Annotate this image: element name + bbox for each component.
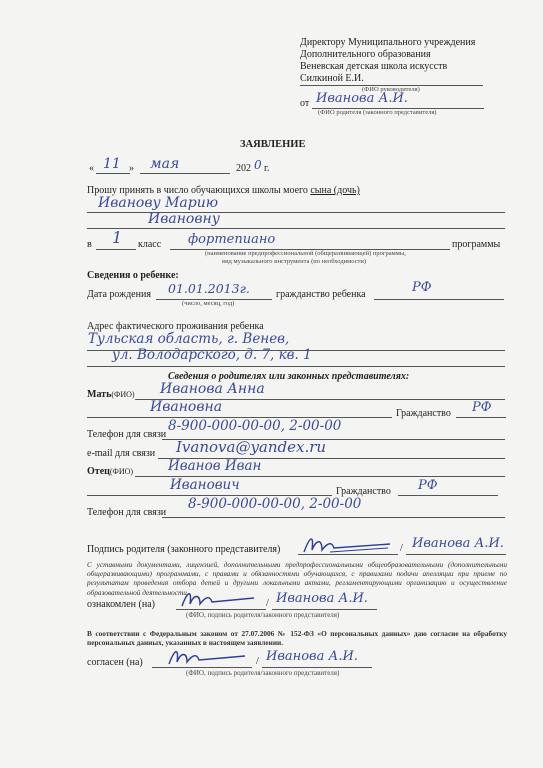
header-line-2: Дополнительного образования <box>300 49 431 60</box>
mother-hint: (ФИО) <box>111 390 135 399</box>
acquaint-hint: (ФИО, подпись родителя/законного представителя) <box>186 611 340 619</box>
signature-label: Подпись родителя (законного представителя) <box>87 544 281 555</box>
program-hint-2: вид музыкального инструмента (по необходимости) <box>222 258 367 265</box>
acquaint-slash: / <box>266 598 269 609</box>
father-citizenship-line <box>398 495 498 496</box>
father-citizenship-label: Гражданство <box>336 486 391 497</box>
mother-name-2: Ивановна <box>150 399 223 415</box>
father-name-1: Иванов Иван <box>168 458 262 474</box>
program-hint-1: (наименование предпрофессиональной (общеразвивающей) программы, <box>205 250 406 257</box>
request-prefix: Прошу принять в число обучающихся школы моего <box>87 185 311 196</box>
dob-hint: (число, месяц, год) <box>182 300 235 307</box>
citizenship-label: гражданство ребенка <box>276 289 366 300</box>
date-month: мая <box>150 156 180 172</box>
child-heading: Сведения о ребенке: <box>87 270 179 281</box>
dob-value: 01.01.2013г. <box>168 281 250 296</box>
consent-label: согласен (на) <box>87 657 143 668</box>
mother-name-1: Иванова Анна <box>160 381 265 397</box>
consent-name: Иванова А.И. <box>266 649 358 664</box>
mother-citizenship-label: Гражданство <box>396 408 451 419</box>
consent-sign-line <box>152 667 252 668</box>
class-label: класс <box>138 239 162 250</box>
consent-paragraph: В соответствии с Федеральным законом от 27.07.2006 № 152-ФЗ «О персональных данных» даю согласие на обработку персональных данных, указанных в настоящем заявлении. <box>87 629 507 648</box>
signature-name: Иванова А.И. <box>412 536 504 551</box>
father-phone-label: Телефон для связи <box>87 507 167 518</box>
father-phone-line <box>162 517 505 518</box>
date-year-digit: 0 <box>254 158 262 172</box>
header-line-1: Директору Муниципального учреждения <box>300 37 476 48</box>
acquaint-name: Иванова А.И. <box>276 591 368 606</box>
page-title: ЗАЯВЛЕНИЕ <box>240 139 306 150</box>
consent-name-line <box>262 667 372 668</box>
mother-label-text: Мать <box>87 389 112 400</box>
acquaint-paragraph: С уставными документами, лицензией, дополнительными предпрофессиональными общеобразовательными (дополнительными общеразвивающими) программами, с правами и обязанностями обучающихся, с правилами подачи апелляции при приеме по результатам проведения отбора детей и другими локальными актами, регламентирующими организацию и осуществление образовательной деятельности <box>87 560 507 597</box>
email-label: e-mail для связи <box>87 448 156 459</box>
date-month-line <box>140 173 230 174</box>
date-day: 11 <box>103 156 121 172</box>
signature-line <box>298 554 398 555</box>
mother-label <box>87 390 135 400</box>
program-label: программы <box>452 239 501 250</box>
mother-phone-label: Телефон для связи <box>87 429 167 440</box>
header-line-4: Силкиной Е.И. <box>300 73 364 84</box>
dob-label: Дата рождения <box>87 289 151 300</box>
father-hint: (ФИО) <box>109 467 134 476</box>
request-underlined: сына (дочь) <box>310 185 360 196</box>
from-label: от <box>300 98 310 109</box>
date-close-quote: » <box>129 163 134 174</box>
parents-heading: Сведения о родителях или законных представителях: <box>168 371 410 382</box>
mother-phone: 8-900-000-00-00, 2-00-00 <box>168 418 342 434</box>
child-name-1: Иванову Марию <box>98 195 219 211</box>
from-hint: (ФИО родителя (законного представителя) <box>318 109 437 116</box>
signature-name-line <box>406 554 506 555</box>
child-name-line-2 <box>87 228 505 229</box>
mother-citizenship: РФ <box>472 400 492 415</box>
consent-hint: (ФИО, подпись родителя/законного представителя) <box>186 669 340 677</box>
address-2: ул. Володарского, д. 7, кв. 1 <box>112 347 312 363</box>
citizenship-value: РФ <box>412 280 432 295</box>
acquaint-name-line <box>272 609 377 610</box>
consent-slash: / <box>256 656 259 667</box>
acquaint-label: ознакомлен (на) <box>87 599 155 610</box>
father-name-2: Иванович <box>170 477 240 493</box>
mother-citizenship-line <box>456 417 506 418</box>
program-value: фортепиано <box>188 232 276 247</box>
acquaint-sign-line <box>176 609 266 610</box>
email-value: Ivanova@yandex.ru <box>176 438 327 456</box>
class-number-line <box>96 249 136 250</box>
address-label: Адрес фактического проживания ребенка <box>87 321 264 332</box>
header-line-3: Веневская детская школа искусств <box>300 61 448 72</box>
signature-slash: / <box>400 543 403 554</box>
class-number: 1 <box>112 228 123 247</box>
date-year-prefix: 202 <box>236 163 251 174</box>
date-year-suffix: г. <box>264 163 270 174</box>
child-name-2: Ивановну <box>148 211 220 227</box>
father-phone: 8-900-000-00-00, 2-00-00 <box>188 496 362 512</box>
father-label-text: Отец <box>87 466 110 477</box>
citizenship-line <box>374 299 504 300</box>
from-value: Иванова А.И. <box>316 91 408 106</box>
date-day-line <box>96 173 130 174</box>
address-1: Тульская область, г. Венев, <box>88 331 290 347</box>
class-prefix: в <box>87 239 92 250</box>
director-hint: (ФИО руководителя) <box>362 86 420 93</box>
address-line-2 <box>87 366 505 367</box>
father-label <box>87 467 133 477</box>
date-open-quote: « <box>89 163 94 174</box>
father-citizenship: РФ <box>418 478 438 493</box>
